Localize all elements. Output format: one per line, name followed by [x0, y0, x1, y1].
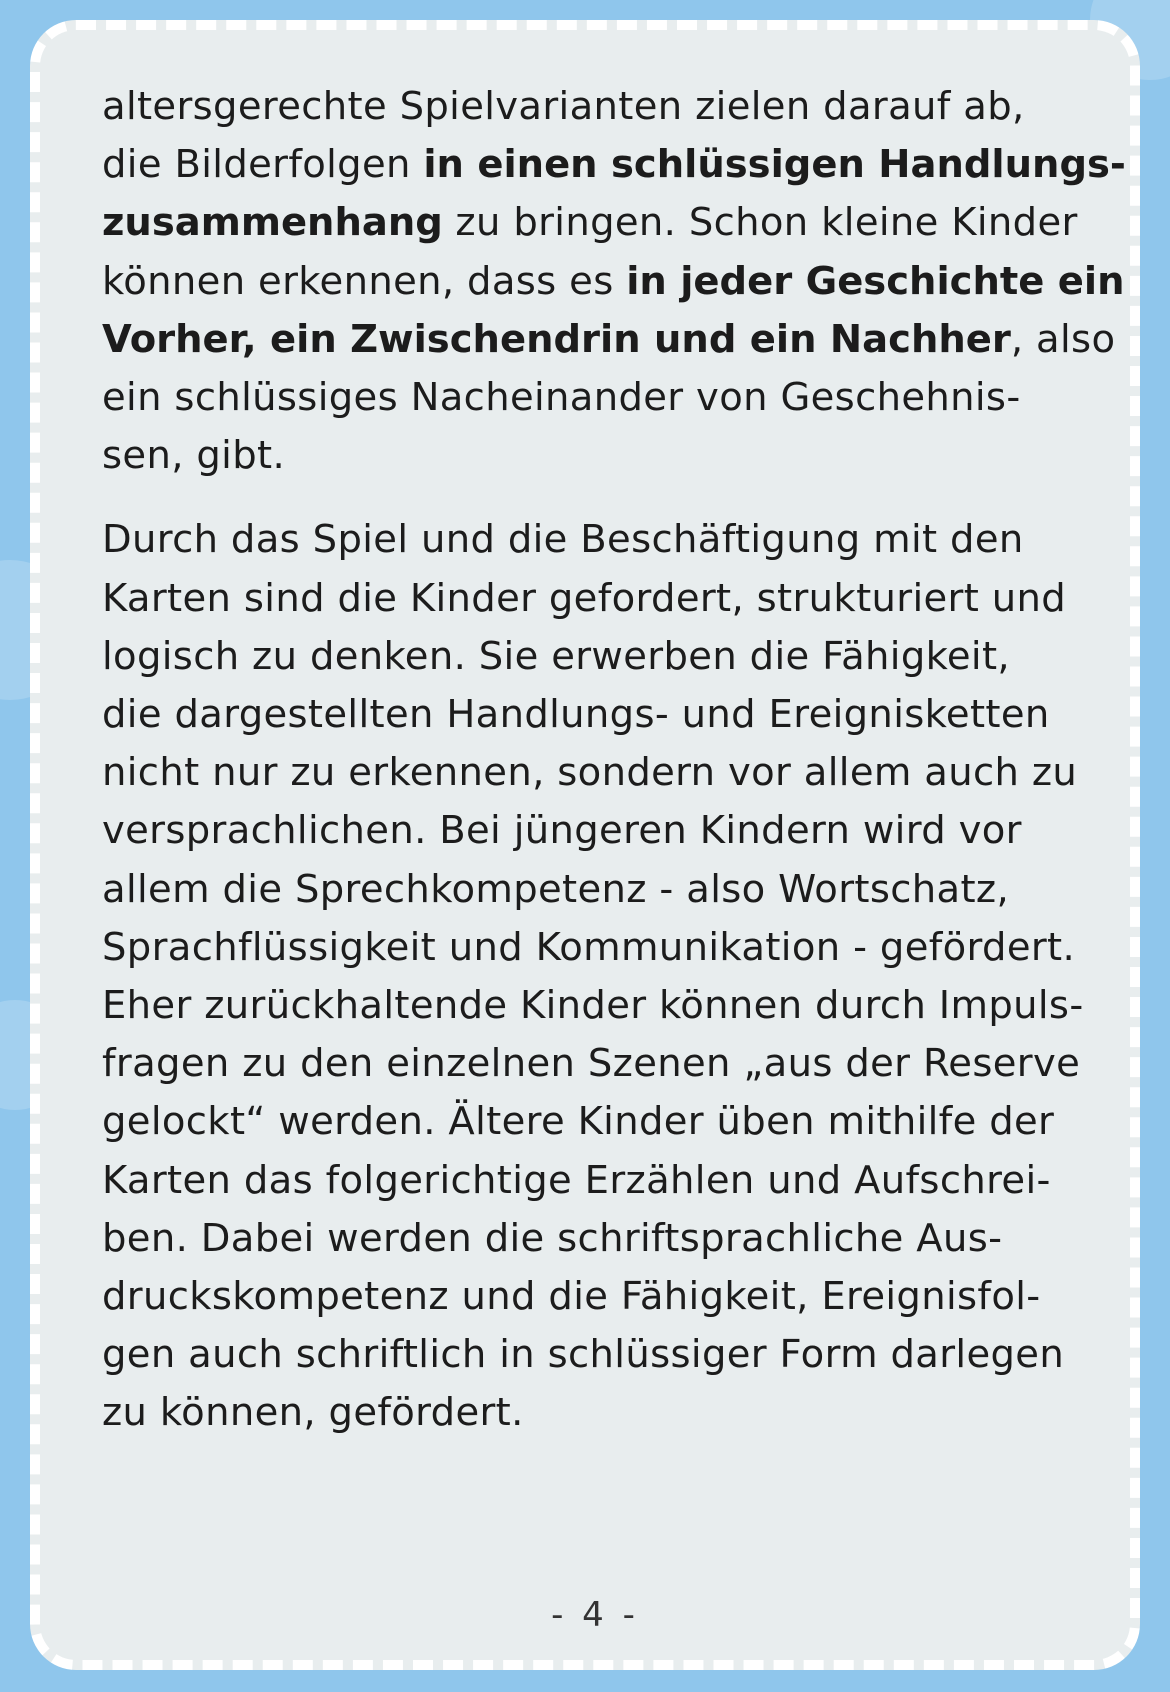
- text-line: [102, 311, 1116, 369]
- text-segment: logisch zu denken. Sie erwerben die Fähigkeit,: [102, 633, 1010, 679]
- text-card: [30, 20, 1140, 1670]
- text-line: [102, 1326, 1112, 1384]
- text-line: [102, 1152, 1112, 1210]
- text-segment: ein schlüssiges Nacheinander von Geschehnis-: [102, 375, 1021, 421]
- text-segment: gen auch schriftlich in schlüssiger Form darlegen: [102, 1332, 1065, 1378]
- bold-text: in einen schlüssigen Handlungs-: [423, 142, 1126, 188]
- text-segment: ben. Dabei werden die schriftsprachliche Aus-: [102, 1215, 1003, 1261]
- text-segment: Karten das folgerichtige Erzählen und Aufschrei-: [102, 1157, 1051, 1203]
- text-line: [102, 1268, 1112, 1326]
- bold-text: zusammenhang: [102, 200, 443, 246]
- text-segment: zu bringen. Schon kleine Kinder: [442, 200, 1078, 246]
- text-line: [102, 78, 1112, 136]
- text-segment: druckskompetenz und die Fähigkeit, Ereignisfol-: [102, 1274, 1041, 1320]
- text-segment: , also: [1010, 316, 1116, 362]
- text-segment: Eher zurückhaltende Kinder können durch Impuls-: [102, 983, 1084, 1029]
- body-text: [102, 78, 1126, 1443]
- text-line: [102, 919, 1112, 977]
- text-line: [102, 369, 1112, 427]
- text-segment: können erkennen, dass es: [102, 258, 627, 304]
- text-segment: zu können, gefördert.: [102, 1390, 524, 1436]
- text-segment: die dargestellten Handlungs- und Ereignisketten: [102, 692, 1050, 738]
- paragraph: [102, 511, 1112, 1442]
- page-number: - 4 -: [551, 1595, 639, 1635]
- text-segment: Sprachflüssigkeit und Kommunikation - gefördert.: [102, 924, 1076, 970]
- text-segment: sen, gibt.: [102, 433, 286, 479]
- text-line: [102, 136, 1126, 194]
- text-line: [102, 194, 1112, 252]
- text-line: [102, 861, 1112, 919]
- text-line: [102, 1093, 1112, 1151]
- text-line: [102, 977, 1112, 1035]
- text-segment: die Bilderfolgen: [102, 142, 424, 188]
- text-line: [102, 686, 1112, 744]
- text-segment: allem die Sprechkompetenz - also Wortschatz,: [102, 866, 1010, 912]
- text-segment: gelockt“ werden. Ältere Kinder üben mithilfe der: [102, 1099, 1055, 1145]
- text-line: [102, 744, 1112, 802]
- bold-text: in jeder Geschichte ein: [626, 258, 1125, 304]
- text-line: [102, 511, 1112, 569]
- text-line: [102, 253, 1125, 311]
- text-line: [102, 1384, 1112, 1442]
- text-line: [102, 427, 1112, 485]
- text-line: [102, 628, 1112, 686]
- text-segment: nicht nur zu erkennen, sondern vor allem auch zu: [102, 750, 1078, 796]
- text-segment: Karten sind die Kinder gefordert, strukturiert und: [102, 575, 1067, 621]
- text-segment: versprachlichen. Bei jüngeren Kindern wird vor: [102, 808, 1022, 854]
- text-line: [102, 802, 1112, 860]
- text-line: [102, 1210, 1112, 1268]
- bold-text: Vorher, ein Zwischendrin und ein Nachher: [102, 316, 1011, 362]
- text-segment: altersgerechte Spielvarianten zielen darauf ab,: [102, 84, 1025, 129]
- text-line: [102, 570, 1112, 628]
- text-segment: Durch das Spiel und die Beschäftigung mit den: [102, 517, 1024, 563]
- text-segment: fragen zu den einzelnen Szenen „aus der Reserve: [102, 1041, 1081, 1087]
- text-line: [102, 1035, 1112, 1093]
- paragraph: [102, 78, 1126, 485]
